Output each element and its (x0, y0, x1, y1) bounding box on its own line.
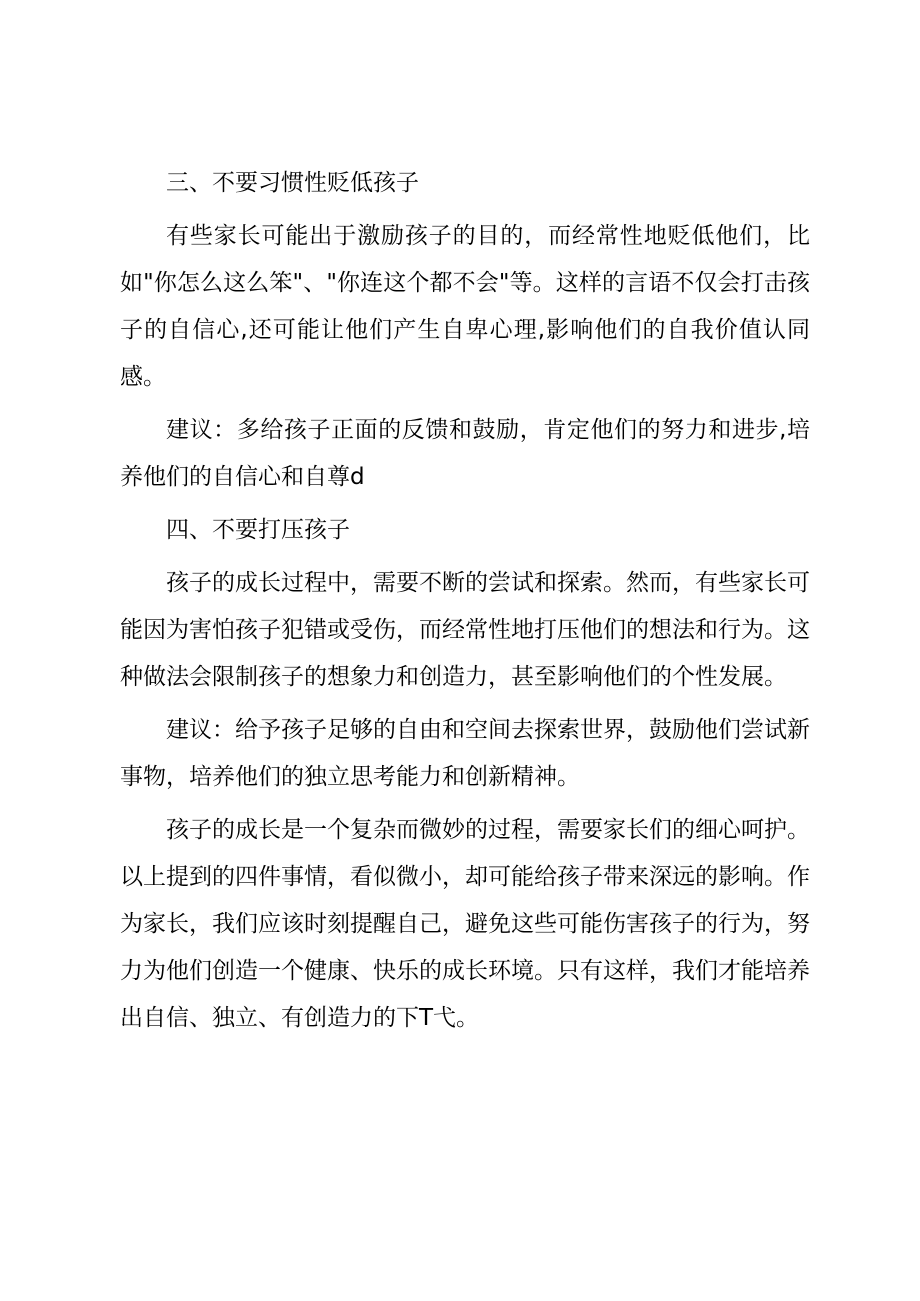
section-heading-3: 三、不要习惯性贬低孩子 (166, 170, 419, 196)
section-paragraph-4: 孩子的成长过程中，需要不断的尝试和探索。然而，有些家长可能因为害怕孩子犯错或受伤，而经常性地打压他们的想法和行为。这种做法会限制孩子的想象力和创造力，甚至影响他们的个性发展。 (120, 570, 810, 690)
conclusion-paragraph: 孩子的成长是一个复杂而微妙的过程，需要家长们的细心呵护。以上提到的四件事情，看似微小，却可能给孩子带来深远的影响。作为家长，我们应该时刻提醒自己，避免这些可能伤害孩子的行为，努力为他们创造一个健康、快乐的成长环境。只有这样，我们才能培养出自信、独立、有创造力的下T弋。 (120, 817, 810, 1031)
section-paragraph-3: 有些家长可能出于激励孩子的目的，而经常性地贬低他们，比如"你怎么这么笨"、"你连这个都不会"等。这样的言语不仅会打击孩子的自信心,还可能让他们产生自卑心理,影响他们的自我价值认同感。 (120, 223, 810, 390)
document-body (120, 160, 810, 1048)
section-advice-4: 建议：给予孩子足够的自由和空间去探索世界，鼓励他们尝试新事物，培养他们的独立思考能力和创新精神。 (120, 717, 810, 790)
section-heading-4: 四、不要打压孩子 (166, 517, 350, 543)
section-advice-3: 建议：多给孩子正面的反馈和鼓励，肯定他们的努力和进步,培养他们的自信心和自尊d (120, 417, 810, 490)
